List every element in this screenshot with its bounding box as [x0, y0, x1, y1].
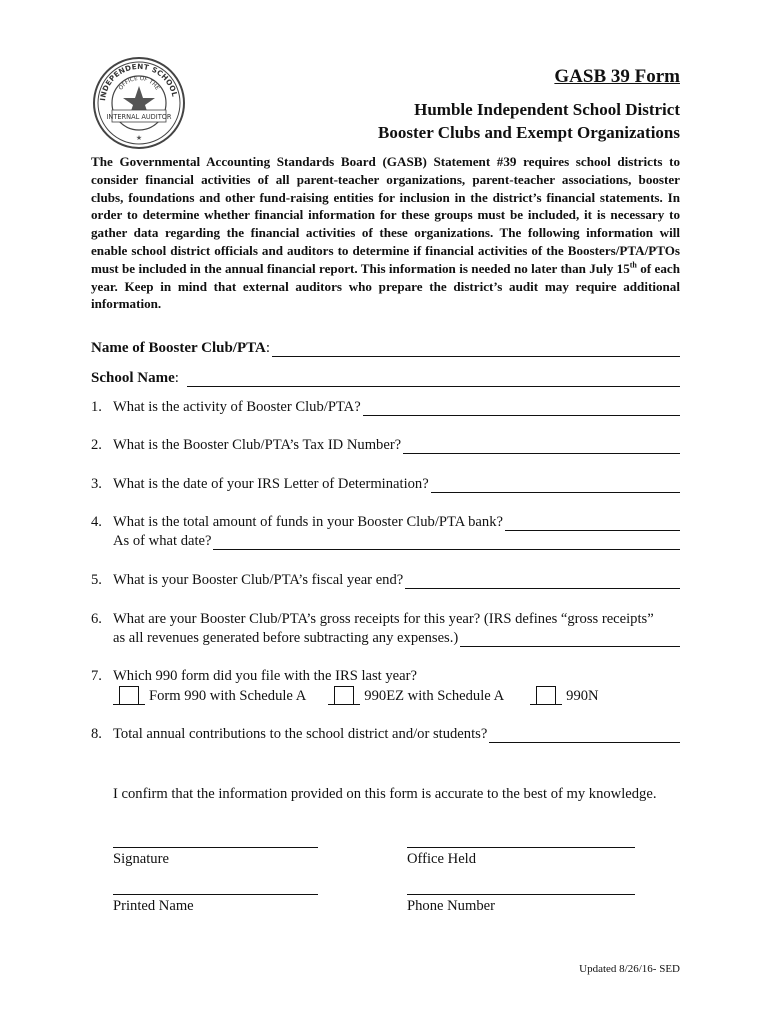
svg-text:★: ★ [135, 134, 143, 142]
checkbox-990ez[interactable] [334, 686, 354, 705]
question-3: 3. What is the date of your IRS Letter of Determination? [91, 476, 680, 493]
signature-field[interactable] [113, 847, 318, 848]
printed-name-field[interactable] [113, 894, 318, 895]
phone-number-field[interactable] [407, 894, 635, 895]
bank-funds-field[interactable] [505, 516, 680, 531]
signature-label: Signature [113, 851, 169, 867]
fiscal-year-end-field[interactable] [405, 574, 680, 589]
phone-number-label: Phone Number [407, 898, 495, 914]
school-name-row: School Name : [91, 370, 680, 387]
annual-contributions-field[interactable] [489, 728, 680, 743]
activity-field[interactable] [363, 401, 680, 416]
confirmation-statement: I confirm that the information provided on this form is accurate to the best of my knowledge. [113, 786, 657, 802]
option-990n[interactable]: 990N [530, 686, 598, 705]
booster-club-name-field[interactable] [272, 342, 680, 357]
internal-auditor-seal [92, 56, 186, 150]
form-title: GASB 39 Form [554, 66, 680, 87]
office-held-field[interactable] [407, 847, 635, 848]
school-name-field[interactable] [187, 372, 680, 387]
question-4: 4. What is the total amount of funds in your Booster Club/PTA bank? As of what date? [91, 514, 680, 550]
intro-paragraph: The Governmental Accounting Standards Board (GASB) Statement #39 requires school districts to consider financial activities of all parent-teacher organizations, parent-teacher associations, booster clubs, foundations and other fund-raising entities for inclusion in the district’s financial statements. In order to determine whether financial information for these groups must be included, it is necessary to gather data regarding the financial activities of these organizations. The following information will enable school district officials and auditors to determine if financial activities of the Boosters/PTA/PTOs must be included in the annual financial report. This information is needed no later than July 15th of each year. Keep in mind that external auditors who prepare the district’s audit may require additional information. [91, 154, 680, 312]
tax-id-field[interactable] [403, 439, 680, 454]
office-held-label: Office Held [407, 851, 477, 867]
question-8: 8. Total annual contributions to the school district and/or students? [91, 726, 680, 743]
question-7: 7. Which 990 form did you file with the IRS last year? [91, 668, 417, 684]
seal-text-top: INDEPENDENT SCHOOL [98, 61, 180, 102]
question-1: 1. What is the activity of Booster Club/PTA? [91, 399, 680, 416]
updated-note: Updated 8/26/16- SED [579, 963, 680, 975]
question-5: 5. What is your Booster Club/PTA’s fiscal year end? [91, 572, 680, 589]
funds-as-of-date-field[interactable] [213, 535, 680, 550]
checkbox-form-990[interactable] [119, 686, 139, 705]
booster-club-name-label: Name of Booster Club/PTA [91, 340, 266, 356]
irs-letter-date-field[interactable] [431, 478, 680, 493]
gross-receipts-field[interactable] [460, 632, 680, 647]
option-990ez[interactable]: 990EZ with Schedule A [328, 686, 504, 705]
checkbox-990n[interactable] [536, 686, 556, 705]
form-subtitle: Booster Clubs and Exempt Organizations [378, 123, 680, 142]
question-6: 6. What are your Booster Club/PTA’s gross receipts for this year? (IRS defines “gross receipts” as all revenues generated before subtracting any expenses.) [91, 611, 680, 647]
form-990-options [113, 686, 599, 705]
seal-text-inner: OFFICE OF THE [118, 75, 160, 92]
option-form-990[interactable]: Form 990 with Schedule A [113, 686, 306, 705]
seal-text-bottom: INTERNAL AUDITOR [106, 113, 172, 121]
printed-name-label: Printed Name [113, 898, 194, 914]
question-2: 2. What is the Booster Club/PTA’s Tax ID Number? [91, 437, 680, 454]
school-name-label: School Name [91, 370, 175, 386]
district-name: Humble Independent School District [414, 100, 680, 119]
booster-club-name-row: Name of Booster Club/PTA : [91, 340, 680, 357]
